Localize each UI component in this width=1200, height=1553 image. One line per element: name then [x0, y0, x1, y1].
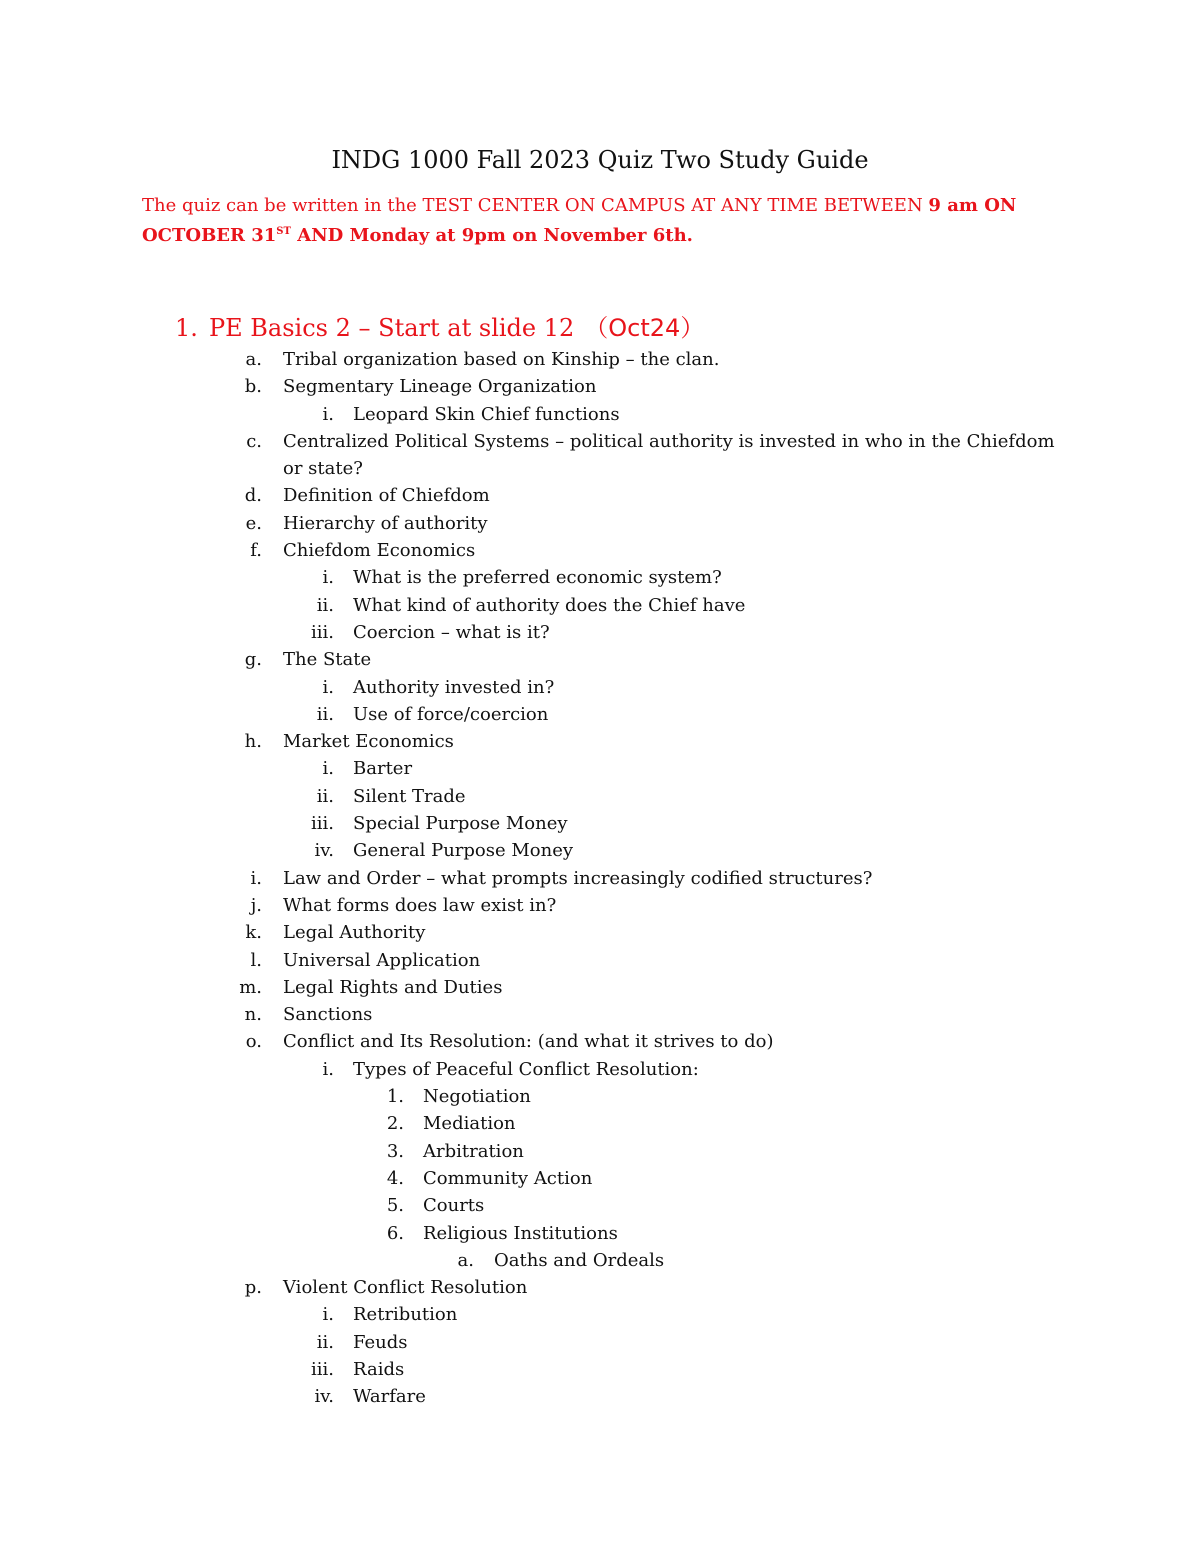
notice-date-start: 9 am ON OCTOBER 31	[142, 195, 1017, 246]
list-item-text: Legal Rights and Duties	[283, 976, 503, 998]
list-marker: i.	[322, 1058, 334, 1080]
list-item-text: Segmentary Lineage Organization	[283, 376, 597, 398]
list-marker: iii.	[311, 621, 334, 643]
list-item	[0, 810, 1200, 837]
notice-superscript: ST	[276, 226, 291, 237]
section-heading	[175, 308, 704, 348]
list-marker: 1.	[386, 1086, 404, 1108]
list-item-text: Mediation	[423, 1113, 516, 1135]
list-item	[0, 1301, 1200, 1328]
list-marker: i.	[250, 867, 262, 889]
list-item-text: What kind of authority does the Chief have	[353, 594, 746, 616]
list-marker: n.	[244, 1004, 262, 1026]
list-marker: e.	[245, 512, 262, 534]
list-marker: o.	[245, 1031, 262, 1053]
list-item-text: What is the preferred economic system?	[353, 567, 722, 589]
list-item	[0, 346, 1200, 373]
list-marker: i.	[322, 758, 334, 780]
list-item	[0, 401, 1200, 428]
list-item	[0, 1165, 1200, 1192]
list-marker: i.	[322, 1304, 334, 1326]
list-item	[0, 1356, 1200, 1383]
list-marker: 3.	[386, 1140, 404, 1162]
list-item	[0, 373, 1200, 400]
list-item	[0, 701, 1200, 728]
list-item	[0, 783, 1200, 810]
list-item-text: The State	[283, 649, 372, 671]
list-item-text: Feuds	[353, 1331, 408, 1353]
list-item-text: Retribution	[353, 1304, 458, 1326]
list-marker: m.	[239, 976, 262, 998]
list-item	[0, 1056, 1200, 1083]
list-item	[0, 755, 1200, 782]
list-item	[0, 1138, 1200, 1165]
list-item	[0, 592, 1200, 619]
notice-date-end: AND Monday at 9pm on November 6th.	[290, 225, 693, 246]
list-item	[0, 1028, 1200, 1055]
list-item	[0, 1083, 1200, 1110]
list-item-text: Law and Order – what prompts increasingly codified structures?	[283, 867, 873, 889]
list-item	[0, 510, 1200, 537]
list-item-text: Raids	[353, 1358, 405, 1380]
list-item-text: Chiefdom Economics	[283, 540, 476, 562]
list-item	[0, 865, 1200, 892]
list-item	[0, 564, 1200, 591]
list-item	[0, 1220, 1200, 1247]
list-marker: a.	[245, 349, 262, 370]
list-marker: iv.	[314, 1386, 334, 1408]
outline-list	[0, 346, 1200, 1411]
list-item-text: Community Action	[423, 1167, 593, 1189]
list-marker: a.	[457, 1249, 474, 1271]
list-item-text: Definition of Chiefdom	[283, 485, 490, 507]
list-item-text: General Purpose Money	[353, 840, 574, 862]
list-item	[0, 947, 1200, 974]
list-marker: iii.	[311, 813, 334, 835]
list-item-text: Courts	[423, 1195, 485, 1217]
list-item-text: Negotiation	[423, 1086, 531, 1108]
list-marker: d.	[244, 485, 262, 507]
list-item-text: Sanctions	[283, 1004, 373, 1026]
list-marker: 2.	[386, 1113, 404, 1135]
list-marker: g.	[244, 649, 262, 671]
list-marker: f.	[250, 540, 262, 562]
list-item-text: Legal Authority	[283, 922, 426, 944]
list-marker: 5.	[386, 1195, 404, 1217]
list-item-text: Violent Conflict Resolution	[283, 1277, 528, 1299]
list-item	[0, 1247, 1200, 1274]
list-item-text: What forms does law exist in?	[283, 894, 557, 916]
list-item-text: Leopard Skin Chief functions	[353, 403, 620, 425]
list-marker: iv.	[314, 840, 334, 862]
list-item-text: Silent Trade	[353, 785, 466, 807]
list-item-text: Market Economics	[283, 731, 454, 753]
list-item	[0, 1192, 1200, 1219]
list-item-text: Arbitration	[423, 1140, 524, 1162]
list-item	[0, 619, 1200, 646]
list-marker: ii.	[316, 785, 334, 807]
list-marker: c.	[246, 430, 262, 452]
section-title: PE Basics 2 – Start at slide 12	[209, 314, 575, 342]
list-item-text: Universal Application	[283, 949, 481, 971]
list-item-text: Barter	[353, 758, 413, 780]
list-item	[0, 974, 1200, 1001]
list-marker: iii.	[311, 1358, 334, 1380]
list-item-text: Hierarchy of authority	[283, 512, 488, 534]
list-item	[0, 646, 1200, 673]
list-item-text: Special Purpose Money	[353, 813, 568, 835]
list-item-text: Oaths and Ordeals	[494, 1249, 665, 1271]
list-item	[0, 837, 1200, 864]
list-item	[0, 674, 1200, 701]
list-marker: l.	[250, 949, 262, 971]
list-item-text: Warfare	[353, 1386, 426, 1408]
list-item-text: Conflict and Its Resolution: (and what it strives to do)	[283, 1031, 774, 1053]
list-marker: b.	[244, 376, 262, 398]
list-marker: j.	[250, 894, 262, 916]
list-item-text: Tribal organization based on Kinship – the clan.	[283, 349, 720, 370]
list-marker: p.	[244, 1277, 262, 1299]
list-marker: h.	[244, 731, 262, 753]
list-item	[0, 1110, 1200, 1137]
list-marker: i.	[322, 567, 334, 589]
list-marker: 4.	[386, 1167, 404, 1189]
list-item-text: Coercion – what is it?	[353, 621, 550, 643]
notice-text: The quiz can be written in the TEST CENTER ON CAMPUS AT ANY TIME BETWEEN	[142, 195, 929, 216]
page-title: INDG 1000 Fall 2023 Quiz Two Study Guide	[331, 146, 869, 174]
list-marker: 6.	[386, 1222, 404, 1244]
list-item	[0, 728, 1200, 755]
list-item-text: Religious Institutions	[423, 1222, 618, 1244]
section-number: 1.	[175, 314, 198, 342]
list-item-text: Centralized Political Systems – political authority is invested in who in the Chiefdom or state?	[283, 430, 1055, 480]
list-item	[0, 892, 1200, 919]
list-marker: ii.	[316, 594, 334, 616]
quiz-notice	[142, 191, 1042, 251]
list-item	[0, 919, 1200, 946]
list-item	[0, 1383, 1200, 1410]
list-item	[0, 1274, 1200, 1301]
list-item	[0, 1001, 1200, 1028]
list-item-text: Types of Peaceful Conflict Resolution:	[353, 1058, 699, 1080]
list-item	[0, 1329, 1200, 1356]
list-marker: i.	[322, 676, 334, 698]
list-item	[0, 428, 1200, 483]
list-marker: k.	[245, 922, 262, 944]
list-item-text: Authority invested in?	[353, 676, 555, 698]
section-date: （Oct24）	[584, 314, 705, 342]
list-marker: i.	[322, 403, 334, 425]
list-item	[0, 482, 1200, 509]
list-marker: ii.	[316, 1331, 334, 1353]
list-item-text: Use of force/coercion	[353, 703, 549, 725]
list-item	[0, 537, 1200, 564]
list-marker: ii.	[316, 703, 334, 725]
